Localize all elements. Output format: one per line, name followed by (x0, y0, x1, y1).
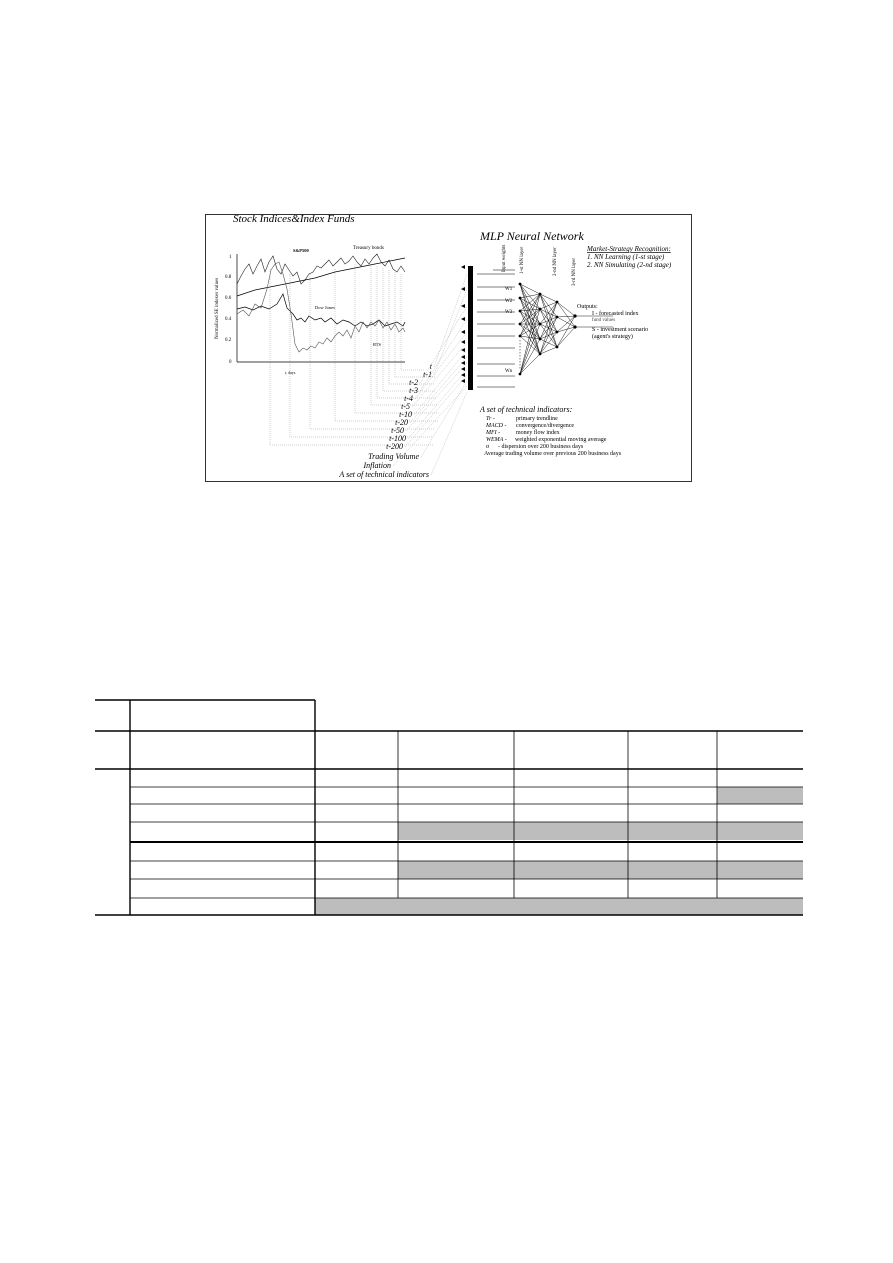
strategy-title: Market-Strategy Recognition: (587, 245, 671, 253)
outputs-label: Outputs: (577, 304, 598, 310)
indicator-abbr: Tr - (486, 416, 495, 422)
lag-label: t (429, 362, 432, 371)
y-tick: 0.8 (225, 275, 232, 280)
series-label-dow: Dow Jones (315, 305, 335, 310)
lag-label: t-2 (409, 378, 418, 387)
lag-label: t-3 (409, 386, 418, 395)
indicator-desc: - dispersion over 200 business days (498, 444, 584, 450)
y-axis-label: Normalized SE indexes values (215, 277, 220, 339)
input-weights-label: Input weights (502, 244, 507, 272)
y-tick: 0.2 (225, 338, 232, 343)
layer-label-1: 1-st NN layer (520, 246, 525, 274)
indicators-title: A set of technical indicators: (480, 405, 573, 414)
lag-label: t-200 (386, 442, 403, 451)
strategy-item: 2. NN Simulating (2-nd stage) (587, 261, 672, 269)
indicator-desc: money flow index (516, 430, 560, 436)
y-tick: 0.6 (225, 296, 232, 301)
y-tick: 0.4 (225, 317, 232, 322)
output-item: (agent's strategy) (592, 334, 633, 340)
indicator-desc: weighted exponential moving average (515, 437, 607, 443)
indicator-desc: convergence/divergence (516, 423, 575, 429)
lag-label: t-1 (423, 370, 432, 379)
layer-label-3: 3-rd NN layer (572, 257, 577, 286)
lag-label: t-50 (391, 426, 404, 435)
left-title: Stock Indices&Index Funds (233, 214, 355, 225)
indicator-abbr: MFI - (486, 430, 501, 436)
indicator-desc: primary trendline (516, 416, 558, 422)
weight-label: W2 (505, 299, 513, 304)
x-axis-label: t, days (285, 370, 296, 375)
y-tick: 1 (229, 255, 232, 260)
mlp-figure (205, 214, 692, 482)
shaded-cells (315, 787, 803, 915)
weight-label: W1 (505, 287, 513, 292)
indicator-abbr: σ (486, 444, 490, 450)
lag-label: A set of technical indicators (339, 470, 429, 479)
lag-label: t-5 (401, 402, 410, 411)
layer-label-2: 2-nd NN layer (553, 247, 558, 276)
lag-label: Trading Volume (368, 452, 419, 461)
series-label-sp500: S&P500 (293, 248, 309, 253)
right-title: MLP Neural Network (480, 229, 584, 243)
input-layer-bar (468, 266, 473, 390)
indicator-abbr: MACD - (486, 423, 507, 429)
lag-label: t-10 (399, 410, 412, 419)
y-tick: 0 (229, 360, 232, 365)
indicator-abbr: WEMA - (486, 437, 507, 443)
indicators-extra: Average trading volume over previous 200 business days (484, 451, 622, 457)
weight-label: W3 (505, 310, 513, 315)
weight-label: Wn (505, 369, 513, 374)
lag-label: t-20 (395, 418, 408, 427)
strategy-item: 1. NN Learning (1-st stage) (587, 253, 665, 261)
series-label-rts: RTS (373, 342, 381, 347)
lag-label: Inflation (363, 461, 391, 470)
lag-label: t-100 (389, 434, 406, 443)
output-item: S - investment scenario (592, 327, 649, 333)
output-item: fund values (592, 318, 616, 323)
series-label-treasury: Treasury bonds (353, 246, 384, 251)
output-item: I - forecasted index (592, 311, 639, 317)
lag-label: t-4 (404, 394, 413, 403)
